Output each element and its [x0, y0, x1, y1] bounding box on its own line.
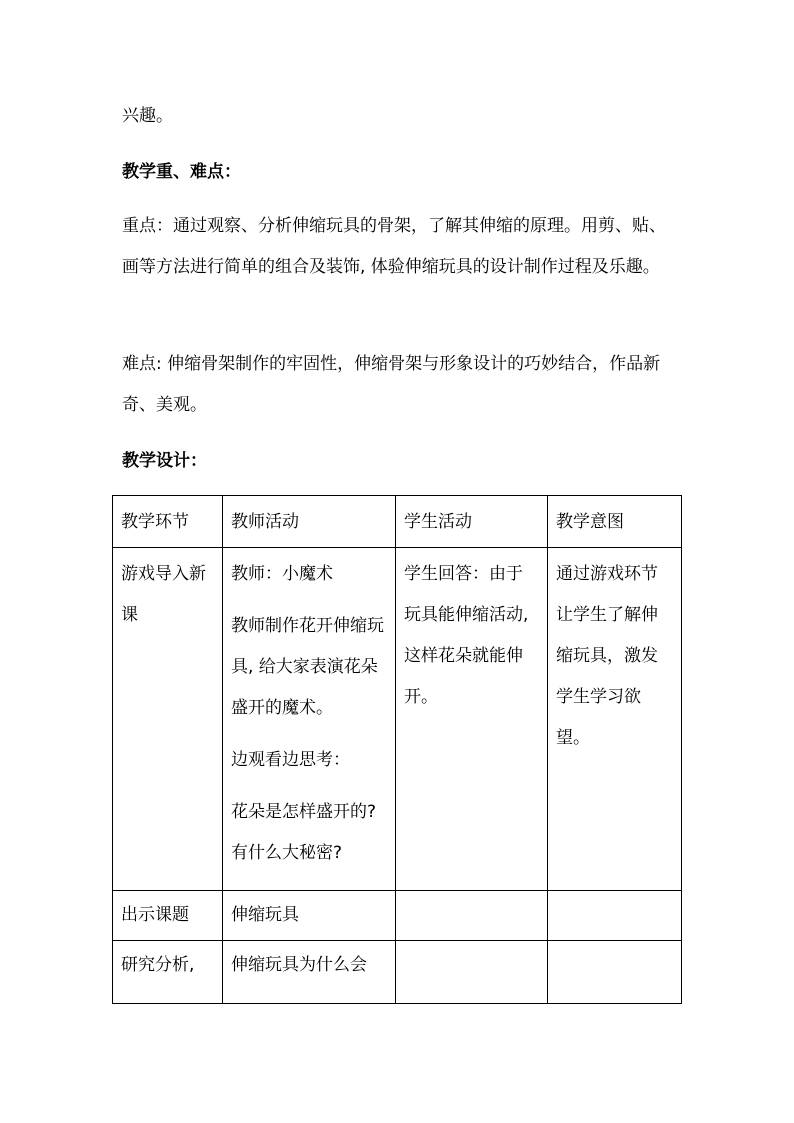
- cell-teaching-intent: [548, 941, 682, 1004]
- table-row: [113, 941, 682, 1004]
- cell-student-activity: [396, 891, 548, 941]
- teacher-line: 教师：小魔术: [231, 564, 333, 584]
- cell-stage: 出示课题: [113, 891, 223, 941]
- header-teacher-activity: 教师活动: [223, 496, 396, 548]
- teaching-design-heading: 教学设计：: [122, 451, 207, 471]
- cell-teacher-activity: 伸缩玩具: [223, 891, 396, 941]
- teacher-line: 边观看边思考：: [231, 750, 350, 770]
- header-stage: 教学环节: [113, 496, 223, 548]
- teacher-line: 教师制作花开伸缩玩具, 给大家表演花朵盛开的魔术。: [231, 616, 384, 718]
- header-student-activity: 学生活动: [396, 496, 548, 548]
- teaching-design-table: [112, 495, 682, 1004]
- table-row: [113, 891, 682, 941]
- cell-teaching-intent: 通过游戏环节让学生了解伸缩玩具，激发学生学习欲望。: [548, 548, 682, 891]
- intro-tail-text: 兴趣。: [122, 106, 173, 126]
- table-row: [113, 548, 682, 891]
- cell-student-activity: [396, 941, 548, 1004]
- key-difficult-heading: 教学重、难点：: [122, 162, 241, 182]
- cell-teaching-intent: [548, 891, 682, 941]
- cell-student-activity: 学生回答：由于玩具能伸缩活动, 这样花朵就能伸开。: [396, 548, 548, 891]
- cell-stage: 游戏导入新课: [113, 548, 223, 891]
- table-header-row: [113, 496, 682, 548]
- key-points-paragraph: 重点：通过观察、分析伸缩玩具的骨架，了解其伸缩的原理。用剪、贴、画等方法进行简单的组合及装饰, 体验伸缩玩具的设计制作过程及乐趣。: [122, 216, 666, 277]
- cell-teacher-activity: [223, 548, 396, 891]
- cell-stage: 研究分析,: [113, 941, 223, 1004]
- header-teaching-intent: 教学意图: [548, 496, 682, 548]
- difficult-points-paragraph: 难点: 伸缩骨架制作的牢固性，伸缩骨架与形象设计的巧妙结合，作品新奇、美观。: [122, 354, 661, 415]
- teacher-line: 花朵是怎样盛开的? 有什么大秘密?: [231, 802, 377, 863]
- cell-teacher-activity: 伸缩玩具为什么会: [223, 941, 396, 1004]
